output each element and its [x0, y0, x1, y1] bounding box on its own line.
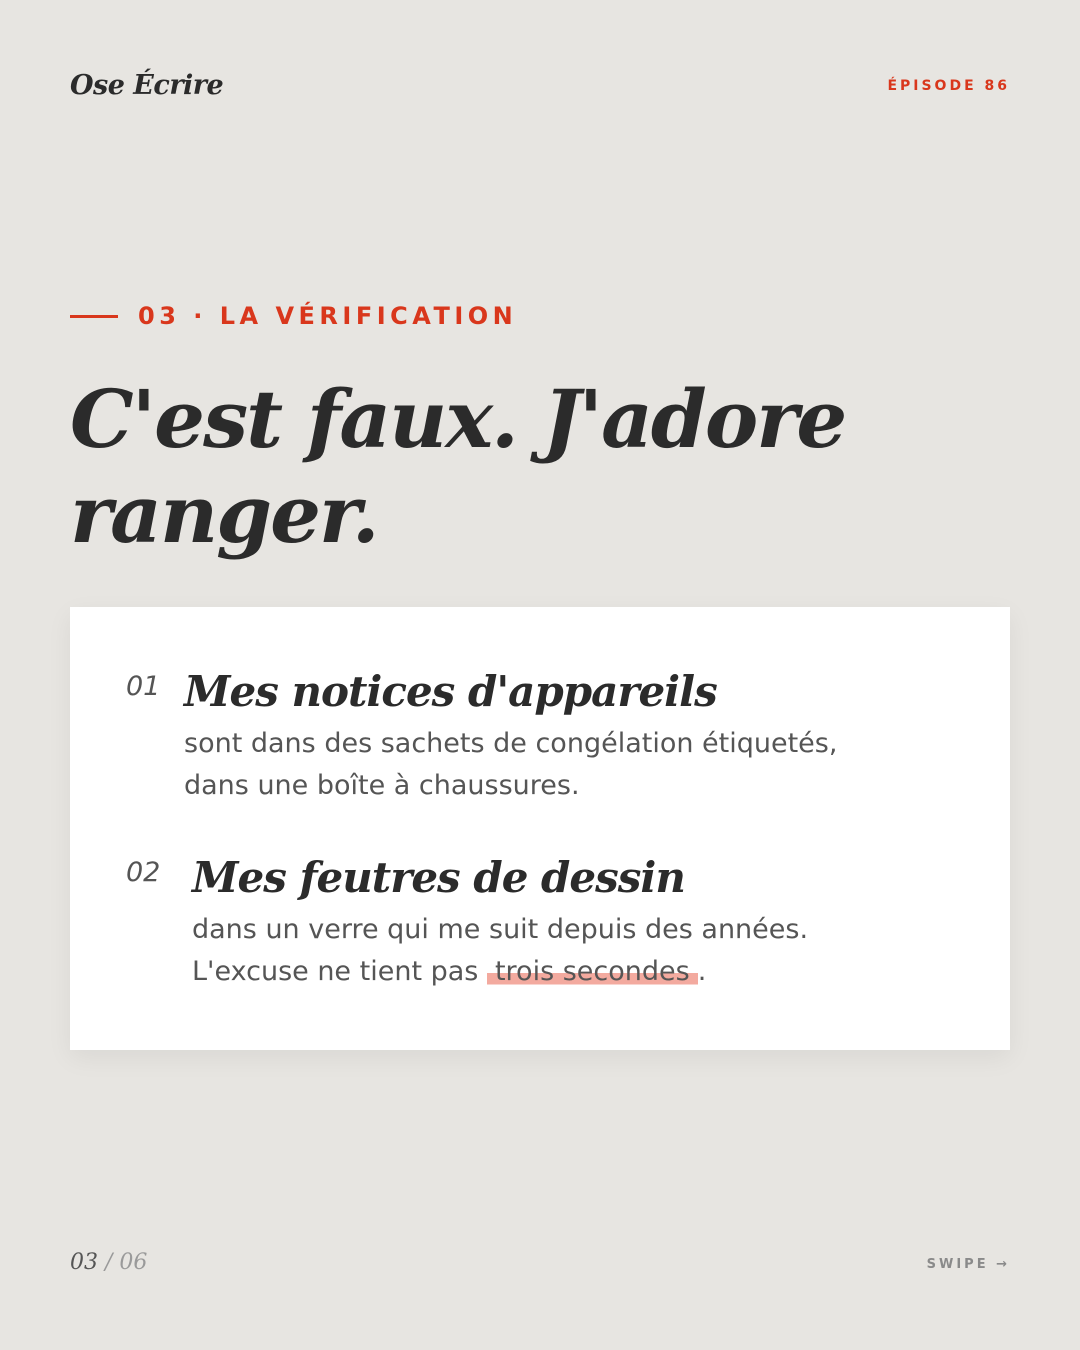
item-text	[184, 723, 944, 807]
item-text-line-1: dans un verre qui me suit depuis des années.	[192, 914, 809, 945]
swipe-hint[interactable]: SWIPE →	[926, 1257, 1010, 1272]
item-title: Mes notices d'appareils	[184, 667, 717, 716]
item-title: Mes feutres de dessin	[192, 853, 685, 902]
headline-line-1: C'est faux. J'adore	[70, 372, 846, 466]
page-indicator	[70, 1250, 147, 1275]
item-text-line-2: dans une boîte à chaussures.	[184, 770, 580, 801]
item-body	[192, 853, 952, 993]
item-number: 01	[126, 671, 161, 702]
item-text	[192, 909, 952, 993]
page-total: 06	[119, 1250, 148, 1275]
item-number: 02	[126, 857, 161, 888]
page-current: 03	[70, 1250, 98, 1275]
section-heading	[70, 302, 517, 330]
episode-label: ÉPISODE 86	[887, 78, 1010, 94]
content-card	[70, 607, 1010, 1050]
item-text-suffix: .	[697, 956, 707, 987]
brand-logo: Ose Écrire	[70, 70, 224, 101]
headline-line-2: ranger.	[70, 467, 378, 561]
item-text-prefix: L'excuse ne tient pas	[192, 956, 487, 987]
item-body	[184, 667, 944, 807]
highlighted-text: trois secondes	[487, 956, 698, 987]
headline	[70, 372, 1010, 562]
section-rule	[70, 315, 118, 318]
page-separator: /	[105, 1250, 113, 1275]
item-text-line-1: sont dans des sachets de congélation étiquetés,	[184, 728, 838, 759]
section-label: 03 · LA VÉRIFICATION	[138, 302, 518, 330]
